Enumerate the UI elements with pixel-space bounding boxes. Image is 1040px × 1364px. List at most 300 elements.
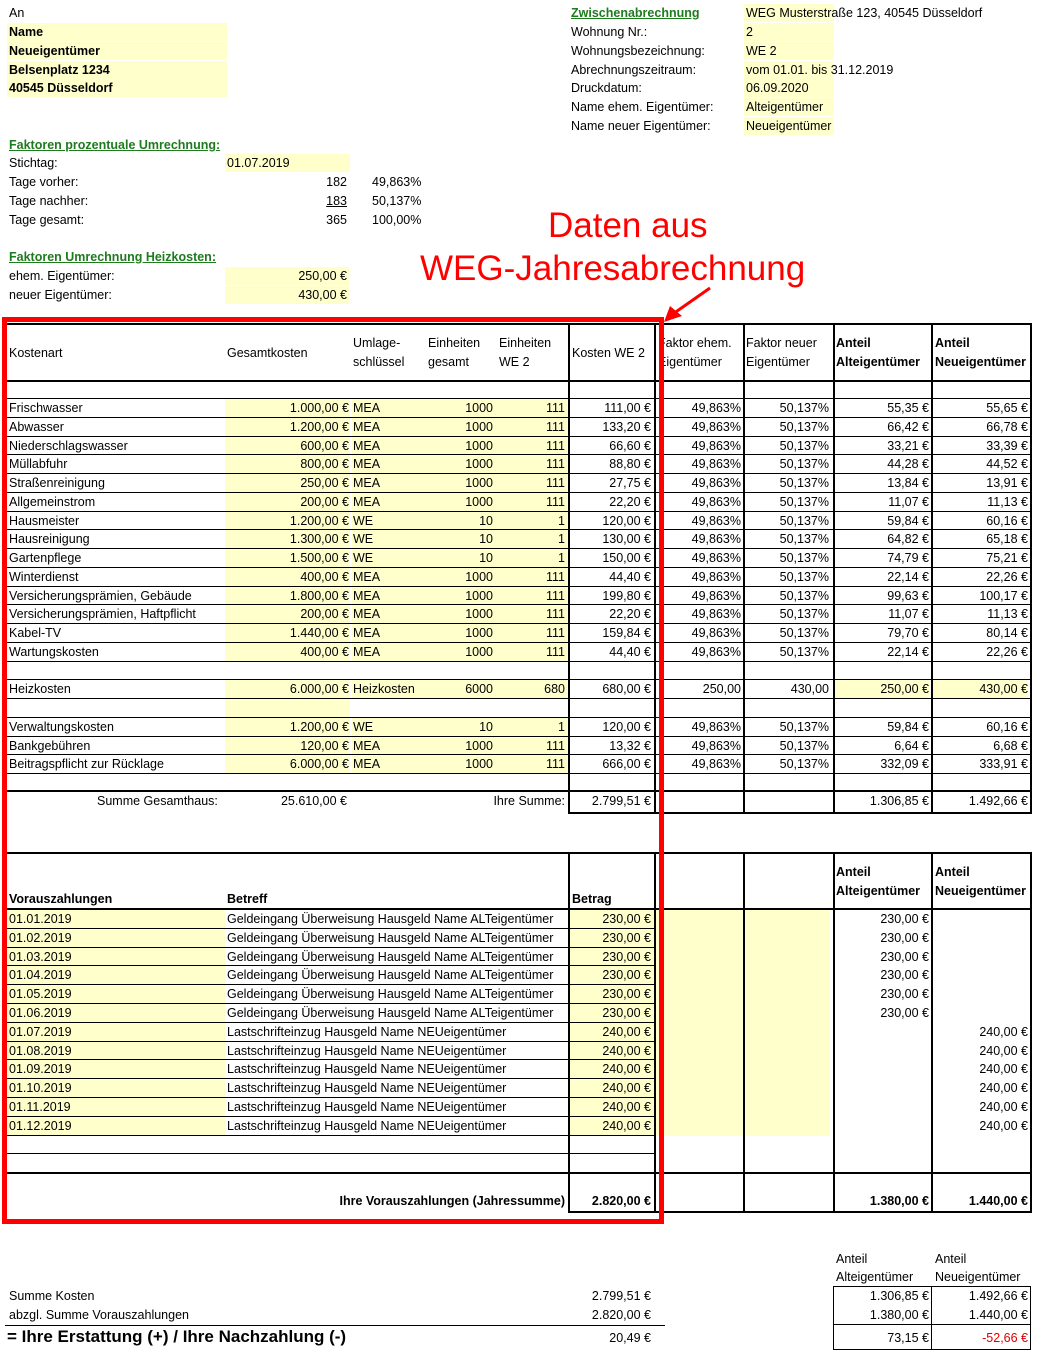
cell-betreff: Geldeingang Überweisung Hausgeld Name ALTeigentümer [227,949,554,964]
cell-kosten-we2: 120,00 € [602,719,651,734]
cell-anteil-neu [933,948,1028,966]
cell-gesamtkosten: 1.440,00 € [289,626,349,640]
cell-einheiten-we2: 111 [545,644,565,659]
cell-faktor-ehem [656,662,741,680]
factor-label: Tage gesamt: [9,213,85,227]
cell-faktor-ehem [656,699,741,717]
stichtag-label: Stichtag: [9,156,58,170]
cell-faktor-neu: 50,137% [779,494,829,509]
cell-anteil-neu: 55,65 € [986,401,1028,415]
heating-factors-title: Faktoren Umrechnung Heizkosten: [9,250,216,264]
pay-sum-label: Ihre Vorauszahlungen (Jahressumme) [339,1194,565,1208]
col-header-gesamtkosten: Gesamtkosten [227,346,308,360]
cell-einheiten-we2: 111 [545,494,565,509]
cell-einheiten-gesamt: 1000 [465,494,493,509]
cell-anteil-neu: 44,52 € [986,457,1028,472]
cell-einheiten-we2: 111 [545,569,565,584]
cell-kostenart: Allgemeinstrom [9,494,96,509]
cell-faktor-ehem: 49,863% [691,401,741,415]
summary-label: Summe Kosten [9,1289,95,1303]
summary-anteil-alt: 1.380,00 € [869,1308,929,1322]
cell-einheiten-gesamt: 1000 [465,457,493,472]
cell-anteil-neu: 80,14 € [986,626,1028,640]
summary-box-line [833,1286,834,1350]
pay-header-betrag: Betrag [572,892,612,906]
cell-einheiten-gesamt: 1000 [465,419,493,434]
cell-faktor-neu: 50,137% [779,513,829,528]
cell-umlageschluessel: WE [353,551,374,565]
cell-gesamtkosten: 6.000,00 € [289,757,349,772]
cell-date: 01.06.2019 [9,1006,72,1020]
sum-anteil-neu: 1.492,66 € [968,794,1028,808]
cell-faktor-ehem: 49,863% [691,644,741,659]
cell-kosten-we2: 22,20 € [609,607,651,622]
cell-einheiten-gesamt: 1000 [465,607,493,622]
summary-box-line [833,1349,1031,1350]
cell-kostenart: Kabel-TV [9,626,62,640]
summary-box-line [833,1324,1031,1325]
cell-faktor-neu: 50,137% [779,588,829,603]
summary-header-anteil-alt-2: Alteigentümer [836,1270,914,1284]
cell-einheiten-we2: 1 [558,513,565,528]
cell-kosten-we2: 44,40 € [609,644,651,659]
cell-anteil-alt [835,1060,929,1078]
row-line [654,473,1032,474]
info-value: WE 2 [744,42,834,60]
cell-kostenart: Niederschlagswasser [9,438,128,453]
cell-gesamtkosten: 1.800,00 € [289,588,349,603]
pay-header-vorauszahlungen: Vorauszahlungen [9,892,113,906]
annotation-arrow-icon [660,282,720,326]
address-name: Name [7,23,227,41]
cell-betrag: 230,00 € [602,1006,651,1020]
highlight-frame [2,317,664,1224]
row-line [654,698,1032,699]
sum-ihre-label: Ihre Summe: [493,794,565,808]
col-header-kosten-we2: Kosten WE 2 [572,346,645,360]
col-line [1030,323,1032,812]
heating-factor-label: neuer Eigentümer: [9,288,112,302]
cell-anteil-alt: 250,00 € [835,680,929,698]
cell-faktor-neu: 50,137% [779,438,829,453]
cell-betreff: Lastschrifteinzug Hausgeld Name NEUeigentümer [227,1062,507,1077]
cell-faktor-neu: 50,137% [779,626,829,640]
col-header-anteil-alt-2: Alteigentümer [836,355,921,369]
cell-anteil-neu [933,985,1028,1003]
cell-faktor-neu: 50,137% [779,644,829,659]
cell-gesamtkosten: 6.000,00 € [289,682,349,697]
cell-betrag: 240,00 € [602,1062,651,1077]
cell-einheiten-we2: 111 [545,588,565,603]
cell-kosten-we2: 130,00 € [602,532,651,547]
cell-betreff: Lastschrifteinzug Hausgeld Name NEUeigentümer [227,1081,507,1096]
sum-anteil-alt: 1.306,85 € [869,794,929,808]
col-header-faktor-ehem: Faktor ehem. [658,336,732,350]
cell-anteil-neu: 240,00 € [979,1100,1028,1114]
cell-faktor-ehem: 49,863% [691,457,741,472]
row-line [654,679,1032,680]
row-line [654,586,1032,587]
col-header-einheiten: Einheiten [428,336,481,350]
cell-kostenart: Frischwasser [9,401,83,415]
cell-kostenart: Beitragspflicht zur Rücklage [9,757,164,772]
cell-einheiten-gesamt: 1000 [465,626,493,640]
cell-faktor-neu: 50,137% [779,607,829,622]
cell-einheiten-gesamt: 10 [479,719,493,734]
summary-anteil-neu: 1.440,00 € [968,1308,1028,1322]
row-line [654,567,1032,568]
cell-faktor-neu: 50,137% [779,738,829,753]
sum-label: Summe Gesamthaus: [97,794,218,808]
cell-kosten-we2: 27,75 € [609,476,651,490]
col-header-we2: WE 2 [499,355,530,369]
cell-anteil-alt: 74,79 € [887,551,929,565]
cell-anteil-neu: 75,21 € [986,551,1028,565]
cell-faktor-ehem: 49,863% [691,588,741,603]
info-value: Alteigentümer [744,98,834,116]
cell-anteil-neu [933,910,1028,928]
summary-label: abzgl. Summe Vorauszahlungen [9,1308,189,1322]
address-line2: Neueigentümer [7,42,227,60]
cell-date: 01.04.2019 [9,968,72,983]
annotation-line1: Daten aus [548,206,708,245]
address-street: Belsenplatz 1234 [7,61,227,79]
summary-total: 2.820,00 € [591,1308,651,1322]
info-value: 06.09.2020 [744,79,834,97]
summary-header-anteil-neu-2: Neueigentümer [935,1270,1021,1284]
cell-anteil-alt [835,1079,929,1097]
cell-faktor-ehem: 49,863% [691,607,741,622]
cell-umlageschluessel: MEA [353,644,381,659]
cell-faktor-neu: 430,00 [790,682,829,697]
cell-betrag: 240,00 € [602,1024,651,1039]
result-total: 20,49 € [609,1331,651,1345]
cell-gesamtkosten: 1.300,00 € [289,532,349,547]
cell-umlageschluessel: WE [353,513,374,528]
cell-kosten-we2: 150,00 € [602,551,651,565]
cell-kostenart: Wartungskosten [9,644,99,659]
summary-box-line [833,1286,1031,1287]
cell-betreff: Lastschrifteinzug Hausgeld Name NEUeigentümer [227,1100,507,1114]
col-line [833,852,835,1211]
cell-anteil-neu [933,699,1028,717]
cell-einheiten-we2: 1 [558,719,565,734]
cell-faktor-neu: 50,137% [779,476,829,490]
factor-days: 365 [326,213,347,227]
cell-kostenart: Straßenreinigung [9,476,105,490]
cell-einheiten-we2: 111 [545,438,565,453]
cell-gesamtkosten: 400,00 € [300,644,349,659]
cell-date: 01.05.2019 [9,987,72,1002]
cell-kosten-we2: 111,00 € [604,401,651,415]
cell-kostenart: Hausmeister [9,513,80,528]
row-line [654,492,1032,493]
stichtag-value: 01.07.2019 [225,154,350,172]
address-city: 40545 Düsseldorf [7,79,227,97]
cell-gesamtkosten: 200,00 € [300,607,349,622]
cell-anteil-neu: 240,00 € [979,1081,1028,1096]
cell-faktor-neu: 50,137% [779,419,829,434]
col-header-anteil-alt: Anteil [836,336,871,350]
cell-anteil-alt: 11,07 € [888,607,929,622]
cell-kostenart: Verwaltungskosten [9,719,114,734]
col-line [743,323,745,812]
cell-umlageschluessel: MEA [353,738,381,753]
summary-box-line [1030,1286,1031,1350]
col-line [931,323,933,812]
cell-umlageschluessel: MEA [353,438,381,453]
cell-anteil-alt: 99,63 € [887,588,929,603]
info-label: Name neuer Eigentümer: [571,119,711,133]
info-title: Zwischenabrechnung [571,6,700,20]
cell-betrag: 230,00 € [602,987,651,1002]
cell-anteil-neu: 240,00 € [979,1062,1028,1077]
cell-anteil-neu: 333,91 € [979,757,1028,772]
cell-faktor-ehem: 49,863% [691,757,741,772]
cell-date: 01.01.2019 [9,912,72,926]
cell-kosten-we2: 13,32 € [609,738,651,753]
cell-gesamtkosten: 200,00 € [300,494,349,509]
pay-sum-amount: 2.820,00 € [591,1194,651,1208]
cell-gesamtkosten: 120,00 € [300,738,349,753]
cell-date: 01.09.2019 [9,1062,72,1077]
col-header-einheiten-we: Einheiten [499,336,552,350]
cell-anteil-alt: 6,64 € [894,738,929,753]
cell-faktor-ehem: 49,863% [691,719,741,734]
cell-anteil-neu: 22,26 € [986,569,1028,584]
cell-umlageschluessel: MEA [353,588,381,603]
cell-einheiten-gesamt: 10 [479,551,493,565]
cell-date: 01.03.2019 [9,949,72,964]
col-header-anteil-neu: Anteil [935,336,970,350]
cell-anteil-alt: 22,14 € [887,644,929,659]
cell-einheiten-we2: 111 [545,757,565,772]
cell-faktor-ehem: 49,863% [691,513,741,528]
cell-umlageschluessel: MEA [353,757,381,772]
cell-anteil-neu: 33,39 € [986,438,1028,453]
cell-kostenart: Versicherungsprämien, Gebäude [9,588,192,603]
cell-einheiten-we2: 111 [545,476,565,490]
pay-header-anteil-alt: Anteil [836,865,871,879]
factor-percent: 49,863% [372,175,422,189]
cell-kosten-we2: 120,00 € [602,513,651,528]
cell-gesamtkosten: 1.000,00 € [289,401,349,415]
row-line [654,454,1032,455]
cell-anteil-neu: 66,78 € [986,419,1028,434]
cell-faktor-ehem: 250,00 [702,682,741,697]
cell-faktor-neu: 50,137% [779,551,829,565]
pay-header-anteil-neu: Anteil [935,865,970,879]
cell-betreff: Geldeingang Überweisung Hausgeld Name ALTeigentümer [227,987,554,1002]
cell-anteil-neu: 60,16 € [986,719,1028,734]
row-line [654,661,1032,662]
cell-einheiten-gesamt: 10 [479,513,493,528]
cell-betrag: 230,00 € [602,912,651,926]
cell-faktor-ehem: 49,863% [691,626,741,640]
cell-anteil-neu: 6,68 € [993,738,1028,753]
row-line [654,436,1032,437]
cell-anteil-alt: 59,84 € [887,719,929,734]
cell-umlageschluessel: MEA [353,419,381,434]
info-value: vom 01.01. bis 31.12.2019 [746,62,894,77]
factor-days: 182 [326,175,347,189]
cell-anteil-neu: 60,16 € [986,513,1028,528]
col-header-faktor-neu-2: Eigentümer [746,355,810,369]
cell-einheiten-we2: 111 [545,626,565,640]
cell-anteil-alt: 230,00 € [880,987,929,1002]
cell-einheiten-we2: 680 [544,682,565,697]
cell-faktor-ehem: 49,863% [691,419,741,434]
cell-anteil-alt: 59,84 € [887,513,929,528]
cell-einheiten-gesamt: 1000 [465,476,493,490]
cell-anteil-neu [933,1004,1028,1022]
cell-anteil-alt: 13,84 € [887,476,929,490]
cell-betreff: Lastschrifteinzug Hausgeld Name NEUeigentümer [227,1024,507,1039]
row-line [654,398,1032,399]
cell-anteil-neu: 240,00 € [979,1043,1028,1058]
factor-percent: 50,137% [372,194,422,208]
pay-sum-anteil-alt: 1.380,00 € [869,1194,929,1208]
cell-betrag: 230,00 € [602,968,651,983]
cell-betreff: Geldeingang Überweisung Hausgeld Name ALTeigentümer [227,968,554,983]
info-value: Neueigentümer [744,117,834,135]
cell-kosten-we2: 133,20 € [602,419,651,434]
cell-anteil-alt: 230,00 € [880,930,929,945]
cell-anteil-neu: 11,13 € [987,607,1028,622]
cell-faktor-neu: 50,137% [779,457,829,472]
cell-anteil-neu [933,966,1028,984]
cell-anteil-neu [933,662,1028,680]
col-header-kostenart: Kostenart [9,346,63,360]
cell-anteil-alt: 33,21 € [887,438,929,453]
cell-betreff: Lastschrifteinzug Hausgeld Name NEUeigentümer [227,1118,507,1133]
cell-anteil-alt: 55,35 € [887,401,929,415]
cell-einheiten-we2: 1 [558,551,565,565]
cell-anteil-alt: 332,09 € [880,757,929,772]
address-an: An [9,6,25,20]
cell-faktor-neu [745,662,829,680]
cell-anteil-alt: 230,00 € [880,1006,929,1020]
cell-faktor-neu: 50,137% [779,532,829,547]
cell-anteil-alt: 64,82 € [887,532,929,547]
cell-anteil-alt: 230,00 € [880,968,929,983]
sum-gesamtkosten: 25.610,00 € [280,794,347,808]
cell-einheiten-we2: 111 [545,401,565,415]
cell-kostenart: Müllabfuhr [9,457,68,472]
summary-box-line [931,1286,932,1350]
cell-faktor-neu: 50,137% [779,719,829,734]
cell-einheiten-gesamt: 1000 [465,757,493,772]
cell-betrag: 240,00 € [602,1100,651,1114]
cell-einheiten-gesamt: 1000 [465,644,493,659]
factor-label: Tage vorher: [9,175,79,189]
cell-betrag: 230,00 € [602,949,651,964]
cell-anteil-neu: 65,18 € [986,532,1028,547]
cell-faktor-ehem: 49,863% [691,551,741,565]
cell-einheiten-gesamt: 1000 [465,569,493,584]
cell-anteil-neu: 240,00 € [979,1024,1028,1039]
cell-umlageschluessel: Heizkosten [353,682,415,697]
cell-kosten-we2: 680,00 € [602,682,651,697]
row-line [654,736,1032,737]
summary-header-anteil-neu: Anteil [935,1252,967,1266]
cell-faktor-ehem: 49,863% [691,532,741,547]
cell-faktor-ehem: 49,863% [691,476,741,490]
cell-anteil-neu: 100,17 € [979,588,1028,603]
cell-faktor-ehem: 49,863% [691,494,741,509]
col-header-schluessel: schlüssel [353,355,405,369]
col-line [743,852,745,1211]
cell-anteil-neu [933,929,1028,947]
cell-anteil-alt [835,1042,929,1060]
row-line [654,604,1032,605]
row-line [654,717,1032,718]
info-label: Name ehem. Eigentümer: [571,100,714,115]
info-label: Wohnung Nr.: [571,25,648,39]
cell-gesamtkosten: 250,00 € [300,476,349,490]
cell-kosten-we2: 44,40 € [609,569,651,584]
pay-sum-anteil-neu: 1.440,00 € [968,1194,1028,1208]
heating-factor-label: ehem. Eigentümer: [9,269,115,283]
cell-date: 01.12.2019 [9,1118,72,1133]
result-anteil-alt: 73,15 € [887,1331,929,1345]
summary-header-anteil-alt: Anteil [836,1252,868,1266]
factor-days: 183 [326,194,347,208]
row-line [654,511,1032,512]
cell-betreff: Geldeingang Überweisung Hausgeld Name ALTeigentümer [227,1006,554,1020]
cell-gesamtkosten: 1.200,00 € [289,719,349,734]
cell-umlageschluessel: WE [353,719,374,734]
sum-kosten-we2: 2.799,51 € [591,794,651,808]
cell-anteil-alt: 230,00 € [880,912,929,926]
cell-faktor-ehem: 49,863% [691,569,741,584]
col-line [931,852,933,1211]
cell-gesamtkosten: 1.200,00 € [289,419,349,434]
cell-betrag: 240,00 € [602,1043,651,1058]
cell-betreff: Lastschrifteinzug Hausgeld Name NEUeigentümer [227,1043,507,1058]
cell-kosten-we2: 666,00 € [602,757,651,772]
cell-kostenart: Gartenpflege [9,551,82,565]
cell-anteil-neu: 13,91 € [986,476,1028,490]
cell-anteil-alt [835,699,929,717]
cell-anteil-alt [835,1098,929,1116]
cell-einheiten-gesamt: 1000 [465,738,493,753]
cell-umlageschluessel: MEA [353,401,381,415]
cell-einheiten-gesamt: 1000 [465,588,493,603]
cell-anteil-neu: 240,00 € [979,1118,1028,1133]
summary-total: 2.799,51 € [591,1289,651,1303]
cell-faktor-ehem: 49,863% [691,438,741,453]
heating-factor-value: 430,00 € [225,286,349,304]
cell-anteil-neu: 22,26 € [986,644,1028,659]
cell-gesamtkosten: 1.500,00 € [289,551,349,565]
cell-betreff: Geldeingang Überweisung Hausgeld Name ALTeigentümer [227,912,554,926]
row-line [654,548,1032,549]
col-header-faktor-ehem-2: Eigentümer [658,355,722,369]
factors-title: Faktoren prozentuale Umrechnung: [9,138,221,152]
cell-anteil-alt: 11,07 € [888,494,929,509]
cell-gesamtkosten: 800,00 € [300,457,349,472]
heating-factor-value: 250,00 € [225,267,349,285]
cell-betrag: 230,00 € [602,930,651,945]
cell-einheiten-we2: 111 [545,607,565,622]
col-line [1030,852,1032,1211]
cell-date: 01.08.2019 [9,1043,72,1058]
cell-anteil-neu: 11,13 € [987,494,1028,509]
cell-umlageschluessel: MEA [353,494,381,509]
cell-kostenart: Abwasser [9,419,64,434]
col-line [833,323,835,812]
